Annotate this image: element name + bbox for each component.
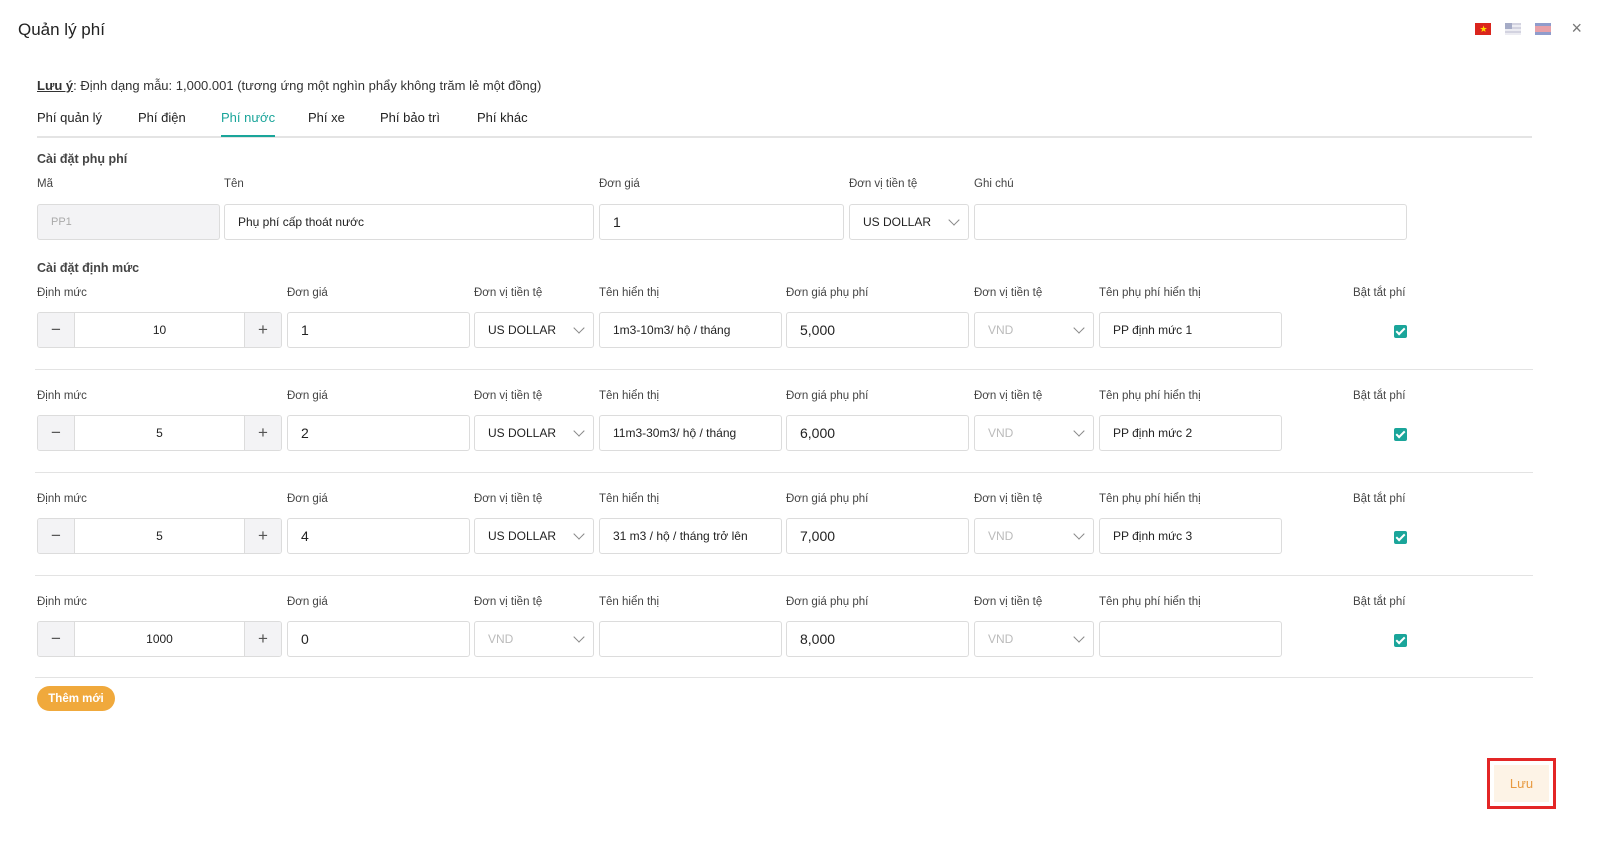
surcharge-name-input[interactable]: Phụ phí cấp thoát nước [224,204,594,240]
surcharge-price-input[interactable]: 6,000 [786,415,969,451]
row-divider [35,472,1533,473]
display-name-input[interactable]: 11m3-30m3/ hộ / tháng [599,415,782,451]
currency-select[interactable] [474,518,594,554]
unit-price-input[interactable]: 4 [287,518,470,554]
currency-select[interactable] [474,621,594,657]
unit-price-input[interactable]: 2 [287,415,470,451]
plus-icon[interactable]: + [245,416,281,450]
price-label: Đơn giá [599,178,640,190]
note-field-label: Ghi chú [974,178,1014,190]
surcharge-display-label: Tên phụ phí hiển thị [1099,493,1201,505]
flag-cambodia-icon[interactable] [1535,23,1551,35]
surcharge-display-input[interactable]: PP định mức 3 [1099,518,1282,554]
surcharge-currency-select[interactable] [849,204,969,240]
quota-value[interactable]: 1000 [74,622,245,656]
minus-icon[interactable]: − [38,313,74,347]
page-title: Quản lý phí [18,20,105,39]
surcharge-price-input[interactable]: 7,000 [786,518,969,554]
tab-management-fee[interactable]: Phí quản lý [37,110,103,125]
minus-icon[interactable]: − [38,519,74,553]
surcharge-price-input[interactable]: 8,000 [786,621,969,657]
minus-icon[interactable]: − [38,622,74,656]
chevron-down-icon [1073,425,1084,436]
quota-stepper[interactable] [37,621,282,657]
surcharge-currency-select[interactable] [974,621,1094,657]
toggle-fee-label: Bật tắt phí [1353,287,1406,299]
tab-maintenance-fee[interactable]: Phí bảo trì [380,110,440,125]
quota-stepper[interactable] [37,312,282,348]
display-name-label: Tên hiển thị [599,287,660,299]
currency-label: Đơn vị tiền tệ [474,596,543,608]
quota-value[interactable]: 5 [74,519,245,553]
surcharge-display-label: Tên phụ phí hiển thị [1099,390,1201,402]
close-icon[interactable]: × [1571,18,1582,38]
fee-toggle-checkbox[interactable] [1394,428,1407,441]
quota-label: Định mức [37,287,87,299]
surcharge-currency-select[interactable] [974,415,1094,451]
surcharge-price-label: Đơn giá phụ phí [786,287,869,299]
save-button[interactable]: Lưu [1494,765,1549,802]
toggle-fee-label: Bật tắt phí [1353,390,1406,402]
minus-icon[interactable]: − [38,416,74,450]
tab-water-fee[interactable]: Phí nước [221,110,275,134]
display-name-input[interactable]: 1m3-10m3/ hộ / tháng [599,312,782,348]
surcharge-currency-value: US DOLLAR [863,215,932,229]
surcharge-currency-value: VND [988,323,1014,337]
quota-label: Định mức [37,596,87,608]
quota-section-title: Cài đặt định mức [37,261,140,275]
plus-icon[interactable]: + [245,313,281,347]
surcharge-currency-label: Đơn vị tiền tệ [974,390,1043,402]
display-name-label: Tên hiển thị [599,493,660,505]
unit-price-input[interactable]: 1 [287,312,470,348]
unit-price-label: Đơn giá [287,596,328,608]
display-name-label: Tên hiển thị [599,596,660,608]
surcharge-currency-label: Đơn vị tiền tệ [974,493,1043,505]
chevron-down-icon [573,425,584,436]
row-divider [35,677,1533,678]
quota-value[interactable]: 5 [74,416,245,450]
quota-stepper[interactable] [37,518,282,554]
chevron-down-icon [1073,322,1084,333]
chevron-down-icon [1073,631,1084,642]
quota-label: Định mức [37,390,87,402]
toggle-fee-label: Bật tắt phí [1353,493,1406,505]
note-text: : Định dạng mẫu: 1,000.001 (tương ứng một nghìn phẩy không trăm lẻ một đồng) [73,78,542,93]
display-name-label: Tên hiển thị [599,390,660,402]
chevron-down-icon [948,214,959,225]
unit-price-label: Đơn giá [287,287,328,299]
quota-label: Định mức [37,493,87,505]
surcharge-code-input: PP1 [37,204,220,240]
fee-tabs [37,110,1532,138]
add-new-button[interactable]: Thêm mới [37,686,115,711]
surcharge-currency-label: Đơn vị tiền tệ [974,596,1043,608]
row-divider [35,369,1533,370]
currency-value: US DOLLAR [488,323,557,337]
surcharge-currency-value: VND [988,632,1014,646]
chevron-down-icon [1073,528,1084,539]
surcharge-display-label: Tên phụ phí hiển thị [1099,287,1201,299]
fee-toggle-checkbox[interactable] [1394,325,1407,338]
save-button-highlight [1487,758,1556,809]
display-name-input[interactable] [599,621,782,657]
name-label: Tên [224,178,244,190]
surcharge-note-input[interactable] [974,204,1407,240]
tab-electricity-fee[interactable]: Phí điện [138,110,186,125]
currency-value: US DOLLAR [488,529,557,543]
chevron-down-icon [573,322,584,333]
plus-icon[interactable]: + [245,622,281,656]
currency-label: Đơn vị tiền tệ [849,178,918,190]
unit-price-label: Đơn giá [287,493,328,505]
unit-price-input[interactable]: 0 [287,621,470,657]
code-label: Mã [37,178,53,190]
surcharge-price-label: Đơn giá phụ phí [786,596,869,608]
quota-value[interactable]: 10 [74,313,245,347]
surcharge-display-label: Tên phụ phí hiển thị [1099,596,1201,608]
surcharge-currency-value: VND [988,426,1014,440]
currency-value: VND [488,632,514,646]
surcharge-price-input[interactable]: 5,000 [786,312,969,348]
currency-value: US DOLLAR [488,426,557,440]
unit-price-label: Đơn giá [287,390,328,402]
currency-label: Đơn vị tiền tệ [474,493,543,505]
language-switcher [1475,18,1582,39]
surcharge-currency-select[interactable] [974,312,1094,348]
display-name-input[interactable]: 31 m3 / hộ / tháng trở lên [599,518,782,554]
surcharge-currency-value: VND [988,529,1014,543]
surcharge-price-label: Đơn giá phụ phí [786,493,869,505]
note-label: Lưu ý [37,78,74,93]
row-divider [35,575,1533,576]
currency-select[interactable] [474,415,594,451]
fee-toggle-checkbox[interactable] [1394,634,1407,647]
surcharge-price-label: Đơn giá phụ phí [786,390,869,402]
currency-select[interactable] [474,312,594,348]
surcharge-display-input[interactable]: PP định mức 2 [1099,415,1282,451]
flag-us-icon[interactable] [1505,23,1521,35]
chevron-down-icon [573,528,584,539]
chevron-down-icon [573,631,584,642]
plus-icon[interactable]: + [245,519,281,553]
currency-label: Đơn vị tiền tệ [474,287,543,299]
surcharge-display-input[interactable]: PP định mức 1 [1099,312,1282,348]
format-note [37,78,541,93]
surcharge-display-input[interactable] [1099,621,1282,657]
surcharge-currency-label: Đơn vị tiền tệ [974,287,1043,299]
toggle-fee-label: Bật tắt phí [1353,596,1406,608]
surcharge-section-title: Cài đặt phụ phí [37,152,128,166]
tab-vehicle-fee[interactable]: Phí xe [308,110,345,125]
fee-toggle-checkbox[interactable] [1394,531,1407,544]
quota-stepper[interactable] [37,415,282,451]
surcharge-currency-select[interactable] [974,518,1094,554]
flag-vietnam-icon[interactable] [1475,23,1491,35]
tab-other-fee[interactable]: Phí khác [477,110,528,125]
currency-label: Đơn vị tiền tệ [474,390,543,402]
surcharge-price-input[interactable]: 1 [599,204,844,240]
